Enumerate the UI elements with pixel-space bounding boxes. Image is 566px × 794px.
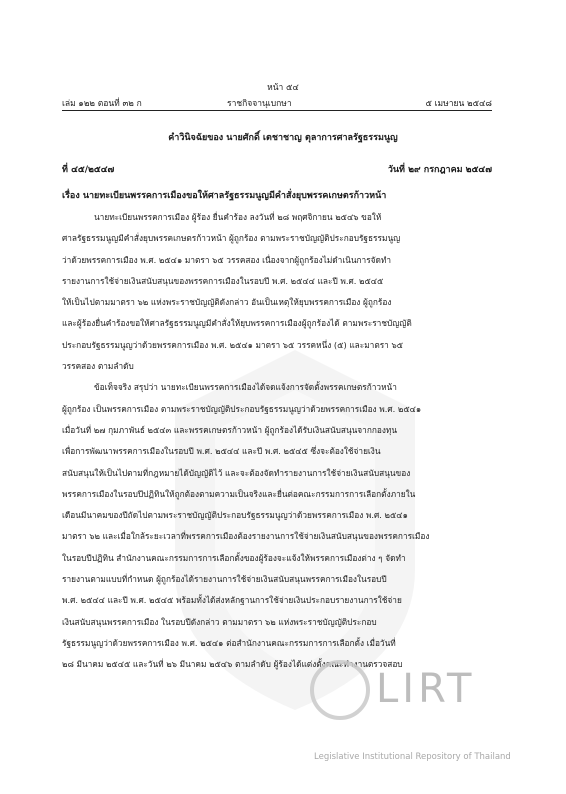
body-line: และผู้ร้องยื่นคำร้องขอให้ศาลรัฐธรรมนูญมีคำสั่งให้ยุบพรรคการเมืองผู้ถูกร้องได้ ตามพระราชบัญญัติ	[62, 318, 412, 329]
gazette-name: ราชกิจจานุเบกษา	[227, 99, 292, 109]
body-line: เพื่อการพัฒนาพรรคการเมืองในรอบปี พ.ศ. ๒๕๔๔ และปี พ.ศ. ๒๕๔๕ ซึ่งจะต้องใช้จ่ายเงิน	[62, 446, 381, 457]
body-line: รายงานการใช้จ่ายเงินสนับสนุนของพรรคการเมืองในรอบปี พ.ศ. ๒๕๔๔ และปี พ.ศ. ๒๕๔๕	[62, 275, 384, 286]
page-number: หน้า ๕๔	[267, 83, 299, 93]
body-line: ให้เป็นไปตามมาตรา ๖๒ แห่งพระราชบัญญัติดังกล่าว อันเป็นเหตุให้ยุบพรรคการเมือง ผู้ถูกร้อง	[62, 297, 392, 308]
body-line: พ.ศ. ๒๕๔๔ และปี พ.ศ. ๒๕๔๕ พร้อมทั้งได้ส่งหลักฐานการใช้จ่ายเงินประกอบรายงานการใช้จ่าย	[62, 595, 402, 606]
body-line: ว่าด้วยพรรคการเมือง พ.ศ. ๒๕๔๑ มาตรา ๖๕ วรรคสอง เนื่องจากผู้ถูกร้องไม่ดำเนินการจัดทำ	[62, 254, 392, 265]
gazette-date: ๕ เมษายน ๒๕๔๘	[425, 99, 492, 109]
body-line: รัฐธรรมนูญว่าด้วยพรรคการเมือง พ.ศ. ๒๕๔๑ ต่อสำนักงานคณะกรรมการการเลือกตั้ง เมื่อวันที่	[62, 637, 396, 648]
lirt-ring-icon	[310, 660, 370, 720]
body-line: เดือนมีนาคมของปีถัดไปตามพระราชบัญญัติประกอบรัฐธรรมนูญว่าด้วยพรรคการเมือง พ.ศ. ๒๕๔๑	[62, 510, 408, 521]
body-line: เมื่อวันที่ ๒๗ กุมภาพันธ์ ๒๕๔๓ และพรรคเกษตรก้าวหน้า ผู้ถูกร้องได้รับเงินสนับสนุนจากกองทุน	[62, 424, 398, 435]
body-line: ผู้ถูกร้อง เป็นพรรคการเมือง ตามพระราชบัญญัติประกอบรัฐธรรมนูญว่าด้วยพรรคการเมือง พ.ศ. ๒๕๔๑	[62, 403, 422, 414]
body-line: วรรคสอง ตามลำดับ	[62, 361, 134, 372]
body-line: ประกอบรัฐธรรมนูญว่าด้วยพรรคการเมือง พ.ศ. ๒๕๔๑ มาตรา ๖๕ วรรคหนึ่ง (๕) และมาตรา ๖๕	[62, 339, 404, 350]
body-line: รายงานตามแบบที่กำหนด ผู้ถูกร้องได้รายงานการใช้จ่ายเงินสนับสนุนพรรคการเมืองในรอบปี	[62, 574, 387, 585]
case-number: ที่ ๔๕/๒๕๔๗	[62, 165, 115, 175]
body-line: ๒๘ มีนาคม ๒๕๔๕ และวันที่ ๒๖ มีนาคม ๒๕๔๖ ตามลำดับ ผู้ร้องได้แต่งตั้งคณะทำงานตรวจสอบ	[62, 659, 403, 670]
body-line: มาตรา ๖๒ และเมื่อใกล้ระยะเวลาที่พรรคการเมืองต้องรายงานการใช้จ่ายเงินสนับสนุนของพรรคการเมือง	[62, 531, 430, 542]
lirt-watermark	[310, 660, 550, 770]
document-body	[62, 210, 492, 679]
case-subject: เรื่อง นายทะเบียนพรรคการเมืองขอให้ศาลรัฐธรรมนูญมีคำสั่งยุบพรรคเกษตรก้าวหน้า	[62, 191, 387, 201]
lirt-logo-text: LIRT	[376, 666, 476, 712]
body-line: พรรคการเมืองในรอบปีปฏิทินให้ถูกต้องตามความเป็นจริงและยื่นต่อคณะกรรมการการเลือกตั้งภายใน	[62, 488, 416, 499]
case-date: วันที่ ๒๙ กรกฎาคม ๒๕๔๗	[387, 165, 492, 175]
document-title: คำวินิจฉัยของ นายศักดิ์ เตชาชาญ ตุลาการศาลรัฐธรรมนูญ	[168, 133, 398, 143]
body-line: นายทะเบียนพรรคการเมือง ผู้ร้อง ยื่นคำร้อง ลงวันที่ ๒๘ พฤศจิกายน ๒๕๔๖ ขอให้	[94, 212, 382, 222]
body-line: ในรอบปีปฏิทิน สำนักงานคณะกรรมการการเลือกตั้งของผู้ร้องจะแจ้งให้พรรคการเมืองต่าง ๆ จัดทำ	[62, 552, 406, 563]
body-line: สนับสนุนให้เป็นไปตามที่กฎหมายได้บัญญัติไว้ และจะต้องจัดทำรายงานการใช้จ่ายเงินสนับสนุนของ	[62, 467, 411, 478]
body-line: ข้อเท็จจริง สรุปว่า นายทะเบียนพรรคการเมืองได้จดแจ้งการจัดตั้งพรรคเกษตรก้าวหน้า	[94, 382, 397, 393]
body-line: ศาลรัฐธรรมนูญมีคำสั่งยุบพรรคเกษตรก้าวหน้า ผู้ถูกร้อง ตามพระราชบัญญัติประกอบรัฐธรรมนูญ	[62, 233, 401, 244]
body-line: เงินสนับสนุนพรรคการเมือง ในรอบปีดังกล่าว ตามมาตรา ๖๒ แห่งพระราชบัญญัติประกอบ	[62, 616, 377, 627]
header-divider	[62, 110, 492, 111]
lirt-caption: Legislative Institutional Repository of Thailand	[314, 752, 511, 762]
volume-issue: เล่ม ๑๒๒ ตอนที่ ๓๒ ก	[62, 99, 142, 109]
